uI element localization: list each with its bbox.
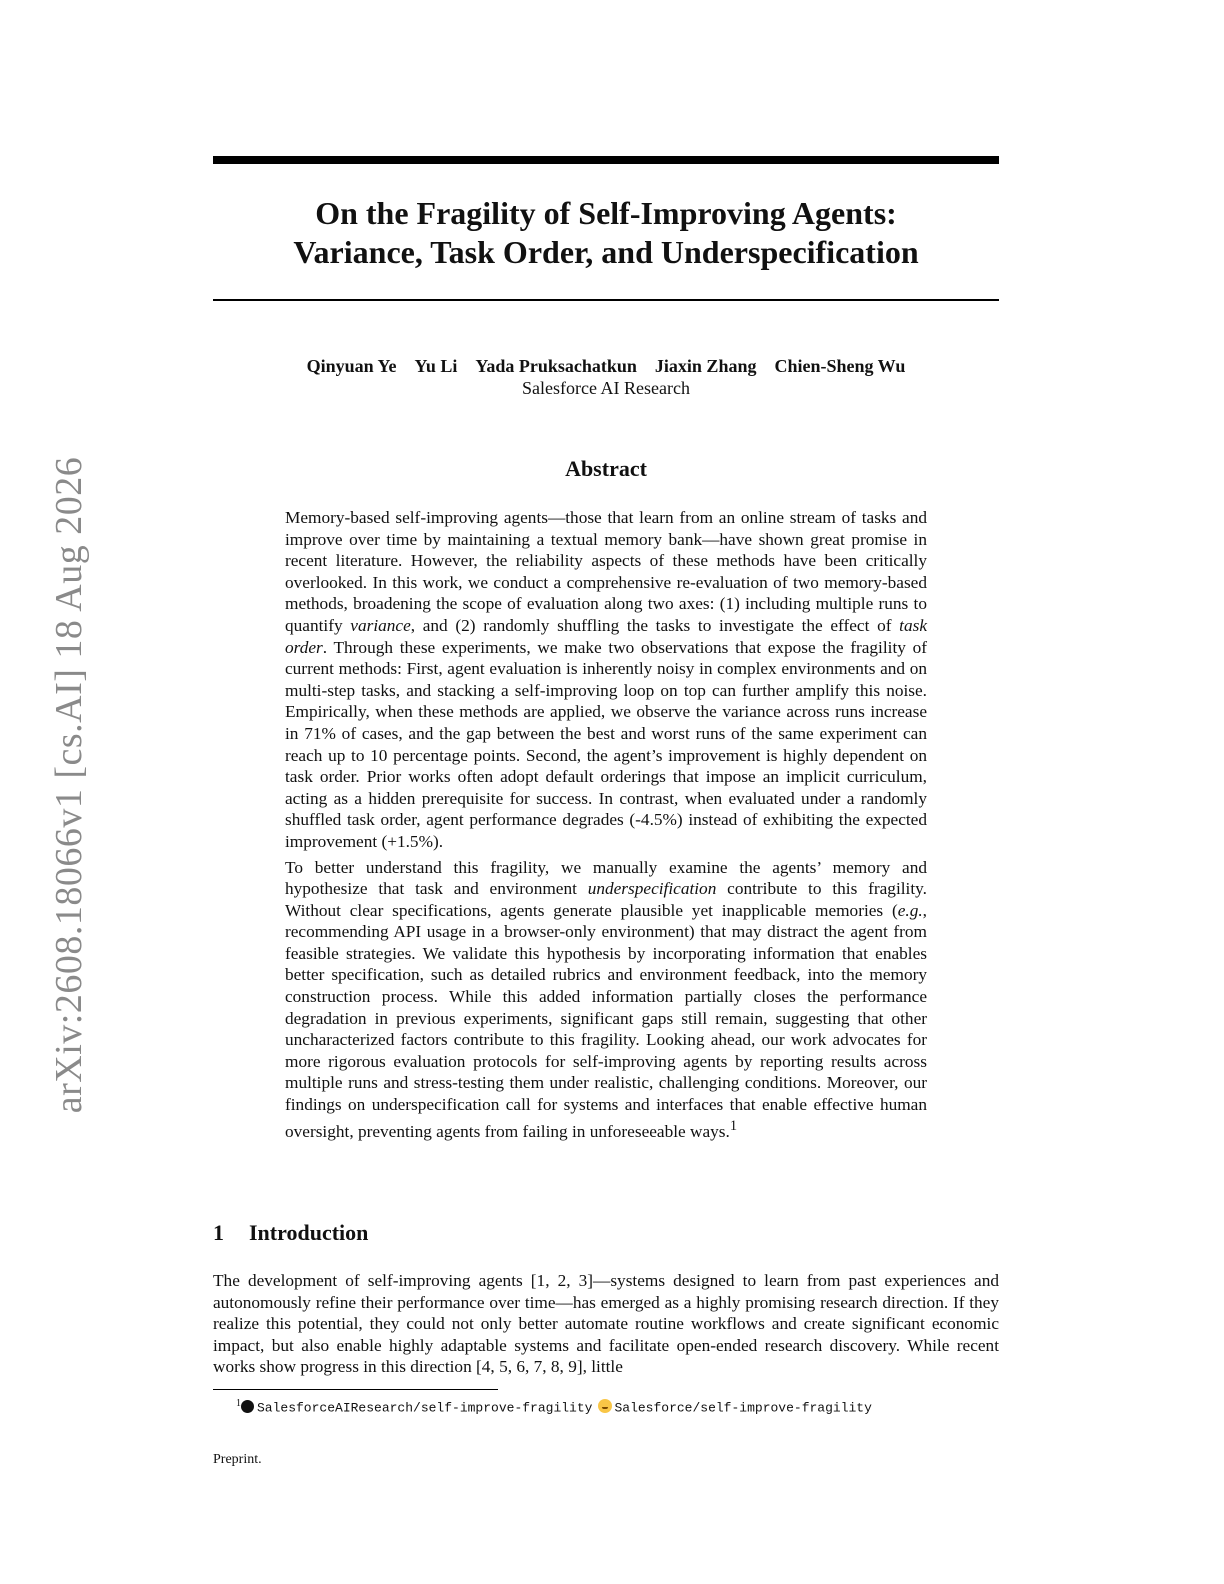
- abstract-text: , recommending API usage in a browser-only environment) that may distract the agent from feasible strategies. We validate this hypothesis by incorporating information that enables better specification, such as detailed rubrics and environment feedback, into the memory construction process. While this added information partially closes the performance degradation in previous experiments, significant gaps still remain, suggesting that other uncharacterized factors contribute to this fragility. Looking ahead, our work advocates for more rigorous evaluation protocols for self-improving agents by reporting results across multiple runs and stress-testing them under realistic, challenging conditions. Moreover, our findings on underspecification call for systems and interfaces that enable effective human oversight, preventing agents from failing in unforeseeable ways.: [285, 900, 927, 1141]
- author-name: Jiaxin Zhang: [654, 356, 757, 376]
- author-name: Yada Pruksachatkun: [475, 356, 637, 376]
- abstract-emphasis: e.g.: [897, 900, 923, 920]
- author-name: Yu Li: [414, 356, 458, 376]
- abstract-text: Memory-based self-improving agents—those that learn from an online stream of tasks and improve over time by maintaining a textual memory bank—have shown great promise in recent literature. However, the reliability aspects of these methods have been critically overlooked. In this work, we conduct a comprehensive re-evaluation of two memory-based methods, broadening the scope of evaluation along two axes: (1) including multiple runs to quantify: [285, 508, 927, 635]
- abstract-paragraph-2: [285, 857, 927, 1142]
- title-top-rule: [213, 156, 999, 164]
- footnote: [236, 1395, 872, 1417]
- arxiv-identifier: arXiv:2608.18066v1 [cs.AI] 18 Aug 2026: [48, 456, 90, 1114]
- preprint-footer: Preprint.: [213, 1452, 262, 1467]
- introduction-paragraph: The development of self-improving agents [1, 2, 3]—systems designed to learn from past experiences and autonomously refine their performance over time—has emerged as a highly promising research direction. If they realize this potential, they could not only better automate routine workflows and create significant economic impact, but also enable highly adaptable systems and facilitate open-ended research discovery. While recent works show progress in this direction [4, 5, 6, 7, 8, 9], little: [213, 1271, 999, 1377]
- github-repo-link[interactable]: SalesforceAIResearch/self-improve-fragility: [257, 1400, 593, 1416]
- abstract-emphasis: task order: [285, 615, 927, 657]
- huggingface-dataset-link[interactable]: Salesforce/self-improve-fragility: [614, 1400, 872, 1416]
- abstract-text: contribute to this fragility. Without clear specifications, agents generate plausible yet inapplicable memories (: [285, 879, 927, 920]
- arxiv-side-label: [46, 440, 92, 1130]
- introduction-body: [213, 1270, 999, 1378]
- footnote-rule: [213, 1389, 498, 1390]
- abstract-emphasis: variance: [350, 615, 411, 635]
- section-heading-introduction: [213, 1220, 368, 1246]
- title-line-2: Variance, Task Order, and Underspecification: [293, 234, 919, 270]
- abstract-text: . Through these experiments, we make two observations that expose the fragility of current methods: First, agent evaluation is inherently noisy in complex environments and on multi-step tasks, and stacking a self-improving loop on top can further amplify this noise. Empirically, when these methods are applied, we observe the variance across runs increase in 71% of cases, and the gap between the best and worst runs of the same experiment can reach up to 10 percentage points. Second, the agent’s improvement is highly dependent on task order. Prior works often adopt default orderings that impose an implicit curriculum, acting as a hidden prerequisite for success. In contrast, when evaluated under a randomly shuffled task order, agent performance degrades (-4.5%) instead of exhibiting the expected improvement (+1.5%).: [285, 637, 927, 851]
- author-name: Chien-Sheng Wu: [774, 356, 906, 376]
- abstract-emphasis: underspecification: [587, 879, 717, 899]
- paper-title: [213, 194, 999, 272]
- abstract-text: , and (2) randomly shuffling the tasks to investigate the effect of: [410, 615, 900, 635]
- abstract-heading: Abstract: [565, 456, 647, 481]
- title-bottom-rule: [213, 299, 999, 301]
- github-icon: [241, 1400, 254, 1413]
- footnote-marker[interactable]: 1: [729, 1117, 738, 1134]
- abstract-body: [285, 507, 927, 1146]
- footnote-number: 1: [236, 1398, 241, 1409]
- section-title: Introduction: [249, 1220, 369, 1245]
- abstract-paragraph-1: [285, 507, 927, 853]
- author-list: [213, 355, 999, 377]
- section-number: 1: [213, 1220, 224, 1245]
- author-name: Qinyuan Ye: [306, 356, 397, 376]
- affiliation: Salesforce AI Research: [522, 378, 690, 398]
- huggingface-icon: [598, 1399, 612, 1413]
- abstract-text: To better understand this fragility, we manually examine the agents’ memory and hypothesize that task and environment: [285, 857, 927, 899]
- title-line-1: On the Fragility of Self-Improving Agents:: [315, 195, 897, 231]
